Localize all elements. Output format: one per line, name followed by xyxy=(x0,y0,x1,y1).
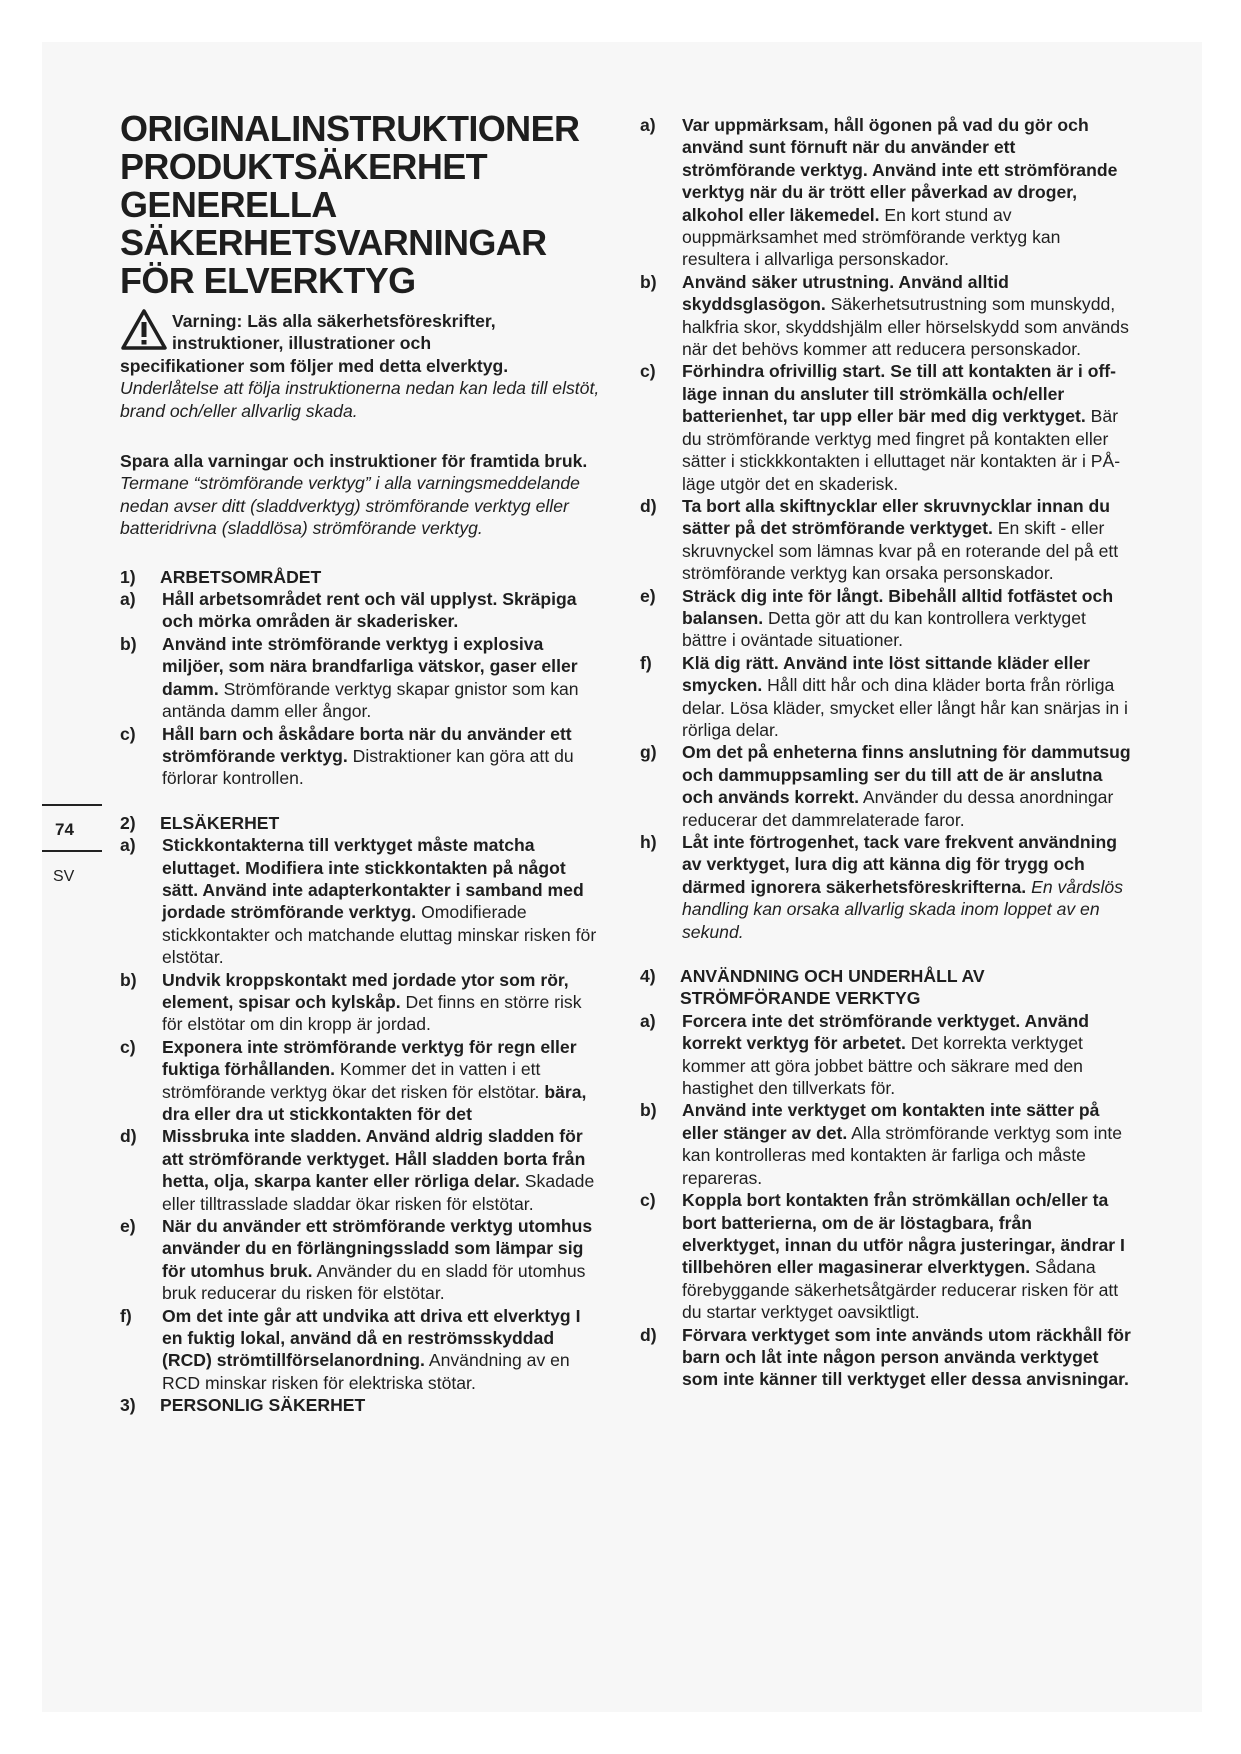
item-label: b) xyxy=(640,1100,657,1121)
item-bold: Undvik kroppskontakt med jordade ytor som rör, element, spisar och kylskåp. xyxy=(162,969,569,1012)
item-label: b) xyxy=(640,271,657,292)
section-title: PERSONLIG SÄKERHET xyxy=(160,1395,366,1416)
list-item xyxy=(120,633,600,723)
item-bold: Håll arbetsområdet rent och väl upplyst. Skräpiga och mörka områden är skaderisker. xyxy=(162,589,577,632)
item-bold: Missbruka inte sladden. Använd aldrig sladden för att strömförande verktyget. Håll sladden borta från hetta, olja, skarpa kanter eller rörliga delar. xyxy=(162,1126,586,1192)
item-label: g) xyxy=(640,742,657,763)
item-bold: Ta bort alla skiftnycklar eller skruvnycklar innan du sätter på det strömförande verktyget. xyxy=(682,495,1110,539)
warning-line-1: Varning: Läs alla säkerhetsföreskrifter, xyxy=(172,311,496,331)
right-column xyxy=(640,114,1132,1391)
list-item xyxy=(640,271,1132,361)
list-item xyxy=(120,723,600,790)
item-bold: Sträck dig inte för långt. Bibehåll alltid fotfästet och balansen. xyxy=(682,585,1114,628)
terminology-note: Termane “strömförande verktyg” i alla varningsmeddelande nedan avser ditt (sladdverktyg) strömförande verktyg eller batteridrivna (sladdlösa) strömförande verktyg. xyxy=(120,473,580,539)
list-item xyxy=(120,1215,600,1305)
warning-block xyxy=(120,310,600,422)
save-instructions: Spara alla varningar och instruktioner för framtida bruk. xyxy=(120,451,588,472)
item-text: Skadade eller tilltrasslade sladdar ökar risken för elstötar. xyxy=(162,1171,595,1214)
section-title: ANVÄNDNING OCH UNDERHÅLL AV STRÖMFÖRANDE VERKTYG xyxy=(680,966,985,1009)
item-bold: Om det på enheterna finns anslutning för dammutsug och dammuppsamling ser du till att de är anslutna och används korrekt. xyxy=(682,742,1131,808)
list-item xyxy=(640,1010,1132,1100)
item-label: d) xyxy=(120,1126,137,1147)
item-label: d) xyxy=(640,495,657,516)
item-label: f) xyxy=(640,652,652,673)
item-bold: Håll barn och åskådare borta när du använder ett strömförande verktyg. xyxy=(162,723,572,766)
list-item xyxy=(640,114,1132,271)
sidebar-rule-top xyxy=(42,804,102,806)
item-text: Säkerhetsutrustning som munskydd, halkfria skor, skyddshjälm eller hörselskydd som används när det behövs kommer att reducera personskador. xyxy=(682,294,1129,360)
title-line: PRODUKTSÄKERHET xyxy=(120,146,488,187)
item-bold: Använd inte verktyget om kontakten inte sätter på eller stänger av det. xyxy=(682,1100,1100,1143)
item-text: Omodifierade stickkontakter och matchande eluttag minskar risken för elstötar. xyxy=(162,902,597,968)
item-bold: Forcera inte det strömförande verktyget. Använd korrekt verktyg för arbetet. xyxy=(682,1010,1090,1054)
item-text: En vårdslös handling kan orsaka allvarlig skada inom loppet av en sekund. xyxy=(682,876,1124,942)
list-item xyxy=(120,1305,600,1395)
item-bold: När du använder ett strömförande verktyg utomhus använder du en förlängningssladd som lämpar sig för utomhus bruk. xyxy=(162,1216,593,1281)
item-bold: Exponera inte strömförande verktyg för regn eller fuktiga förhållanden. xyxy=(162,1036,577,1080)
item-label: a) xyxy=(640,115,656,135)
page-number: 74 xyxy=(55,820,74,839)
item-text: Bär du strömförande verktyg med fingret på kontakten eller sätter i stickkkontakten i elluttaget när kontakten är i PÅ-läge utgör det en skaderisk. xyxy=(682,406,1121,494)
item-text: Användning av en RCD minskar risken för elektriska stötar. xyxy=(162,1350,570,1393)
list-item xyxy=(640,1099,1132,1189)
item-bold-extra: bära, dra eller dra ut stickkontakten för det xyxy=(162,1081,587,1124)
item-text: Kommer det in vatten i ett strömförande verktyg ökar det risken för elstötar. xyxy=(162,1059,541,1102)
item-label: d) xyxy=(640,1324,657,1345)
list-item xyxy=(120,588,600,633)
section-number: 1) xyxy=(120,566,136,587)
item-text: Detta gör att du kan kontrollera verktyget bättre i oväntade situationer. xyxy=(682,607,1086,651)
section-heading xyxy=(120,1394,600,1416)
left-column xyxy=(120,110,600,1417)
item-bold: Klä dig rätt. Använd inte löst sittande kläder eller smycken. xyxy=(682,652,1091,696)
warning-consequence: Underlåtelse att följa instruktionerna nedan kan leda till elstöt, brand och/eller allvarlig skada. xyxy=(120,378,600,421)
section-title: ARBETSOMRÅDET xyxy=(160,566,322,587)
warning-line-3: specifikationer som följer med detta elverktyg. xyxy=(120,355,509,376)
list-item xyxy=(120,1125,600,1215)
item-bold: Stickkontakterna till verktyget måste matcha eluttaget. Modifiera inte stickkontakten på något sätt. Använd inte adapterkontakter i samband med jordade strömförande verktyg. xyxy=(162,835,584,923)
item-bold: Använd säker utrustning. Använd alltid skyddsglasögon. xyxy=(682,271,1009,315)
item-bold: Förvara verktyget som inte används utom räckhåll för barn och låt inte någon person använda verktyget som inte känner till verktyget eller dessa anvisningar. xyxy=(682,1324,1131,1390)
item-label: b) xyxy=(120,969,137,990)
warning-line-2: instruktioner, illustrationer och xyxy=(172,333,432,354)
item-label: c) xyxy=(640,1190,656,1211)
item-label: a) xyxy=(120,589,136,610)
item-bold: Om det inte går att undvika att driva ett elverktyg I en fuktig lokal, använd då en reströmsskyddad (RCD) strömtillförselanordning. xyxy=(162,1305,581,1371)
list-item xyxy=(120,969,600,1036)
section-number: 2) xyxy=(120,812,136,833)
list-item xyxy=(640,1324,1132,1391)
item-text: Håll ditt hår och dina kläder borta från rörliga delar. Lösa kläder, smycket eller långt hår kan snärjas in i rörliga delar. xyxy=(682,675,1128,740)
warning-triangle-icon xyxy=(120,308,168,352)
item-text: Det korrekta verktyget kommer att göra jobbet bättre och säkrare med den hastighet den tillverkats för. xyxy=(682,1033,1083,1099)
item-label: a) xyxy=(640,1010,656,1031)
list-item xyxy=(640,495,1132,585)
item-label: b) xyxy=(120,633,137,654)
list-item xyxy=(640,360,1132,494)
item-text: Distraktioner kan göra att du förlorar kontrollen. xyxy=(162,745,574,789)
list-item xyxy=(640,741,1132,831)
item-label: c) xyxy=(120,1036,136,1057)
item-bold: Använd inte strömförande verktyg i explosiva miljöer, som nära brandfarliga vätskor, gaser eller damm. xyxy=(162,633,578,699)
item-label: h) xyxy=(640,832,657,852)
item-bold: Förhindra ofrivillig start. Se till att kontakten är i off-läge innan du ansluter till strömkälla och/eller batterienhet, tar upp eller bär med dig verktyget. xyxy=(682,361,1117,427)
item-label: c) xyxy=(120,723,136,744)
item-text: Det finns en större risk för elstötar om din kropp är jordad. xyxy=(162,991,582,1035)
title-line: ORIGINALINSTRUKTIONER xyxy=(120,108,580,149)
item-label: f) xyxy=(120,1305,132,1326)
list-item xyxy=(640,585,1132,652)
section-title: ELSÄKERHET xyxy=(160,812,280,833)
title-line: GENERELLA xyxy=(120,184,337,225)
list-item xyxy=(120,834,600,968)
item-bold: Var uppmärksam, håll ögonen på vad du gör och använd sunt förnuft när du använder ett strömförande verktyg. Använd inte ett strömförande verktyg när du är trött eller påverkad av droger, alkohol eller läkemedel. xyxy=(682,115,1118,225)
item-label: e) xyxy=(120,1216,136,1237)
title-line: SÄKERHETSVARNINGAR xyxy=(120,222,547,263)
section-heading xyxy=(120,566,600,588)
language-code: SV xyxy=(53,868,75,885)
item-bold: Låt inte förtrogenhet, tack vare frekvent användning av verktyget, lura dig att känna dig för trygg och därmed ignorera säkerhetsföreskrifterna. xyxy=(682,832,1118,897)
section-number: 4) xyxy=(640,966,656,987)
item-bold: Koppla bort kontakten från strömkällan och/eller ta bort batterierna, om de är löstagbara, från elverktyget, innan du utför några justeringar, ändrar I tillbehören eller magasinerar elverktygen. xyxy=(682,1190,1125,1278)
sidebar-rule-bottom xyxy=(42,850,102,852)
section-heading xyxy=(640,965,1132,1010)
item-label: e) xyxy=(640,585,656,606)
item-text: Alla strömförande verktyg som inte kan kontrolleras med kontakten är farliga och måste repareras. xyxy=(682,1122,1123,1188)
item-text: Använder du dessa anordningar reducerar det dammrelaterade faror. xyxy=(682,787,1114,830)
document-title xyxy=(120,110,600,300)
title-line: FÖR ELVERKTYG xyxy=(120,260,416,301)
item-label: c) xyxy=(640,361,656,382)
item-text: Sådana förebyggande säkerhetsåtgärder reducerar risken för att du startar verktyget oavsiktligt. xyxy=(682,1257,1119,1323)
list-item xyxy=(640,831,1132,943)
item-text: Använder du en sladd för utomhus bruk reducerar du risken för elstötar. xyxy=(162,1260,586,1304)
item-text: En skift - eller skruvnyckel som lämnas kvar på en roterande del på ett strömförande verktyg kan orsaka personskador. xyxy=(682,518,1119,584)
list-item xyxy=(120,1036,600,1126)
item-text: Strömförande verktyg skapar gnistor som kan antända damm eller ångor. xyxy=(162,678,579,722)
section-heading xyxy=(120,812,600,834)
list-item xyxy=(640,1189,1132,1323)
section-number: 3) xyxy=(120,1395,136,1416)
item-label: a) xyxy=(120,835,136,856)
list-item xyxy=(640,652,1132,742)
item-text: En kort stund av ouppmärksamhet med strömförande verktyg kan resultera i allvarliga personskador. xyxy=(682,204,1061,270)
